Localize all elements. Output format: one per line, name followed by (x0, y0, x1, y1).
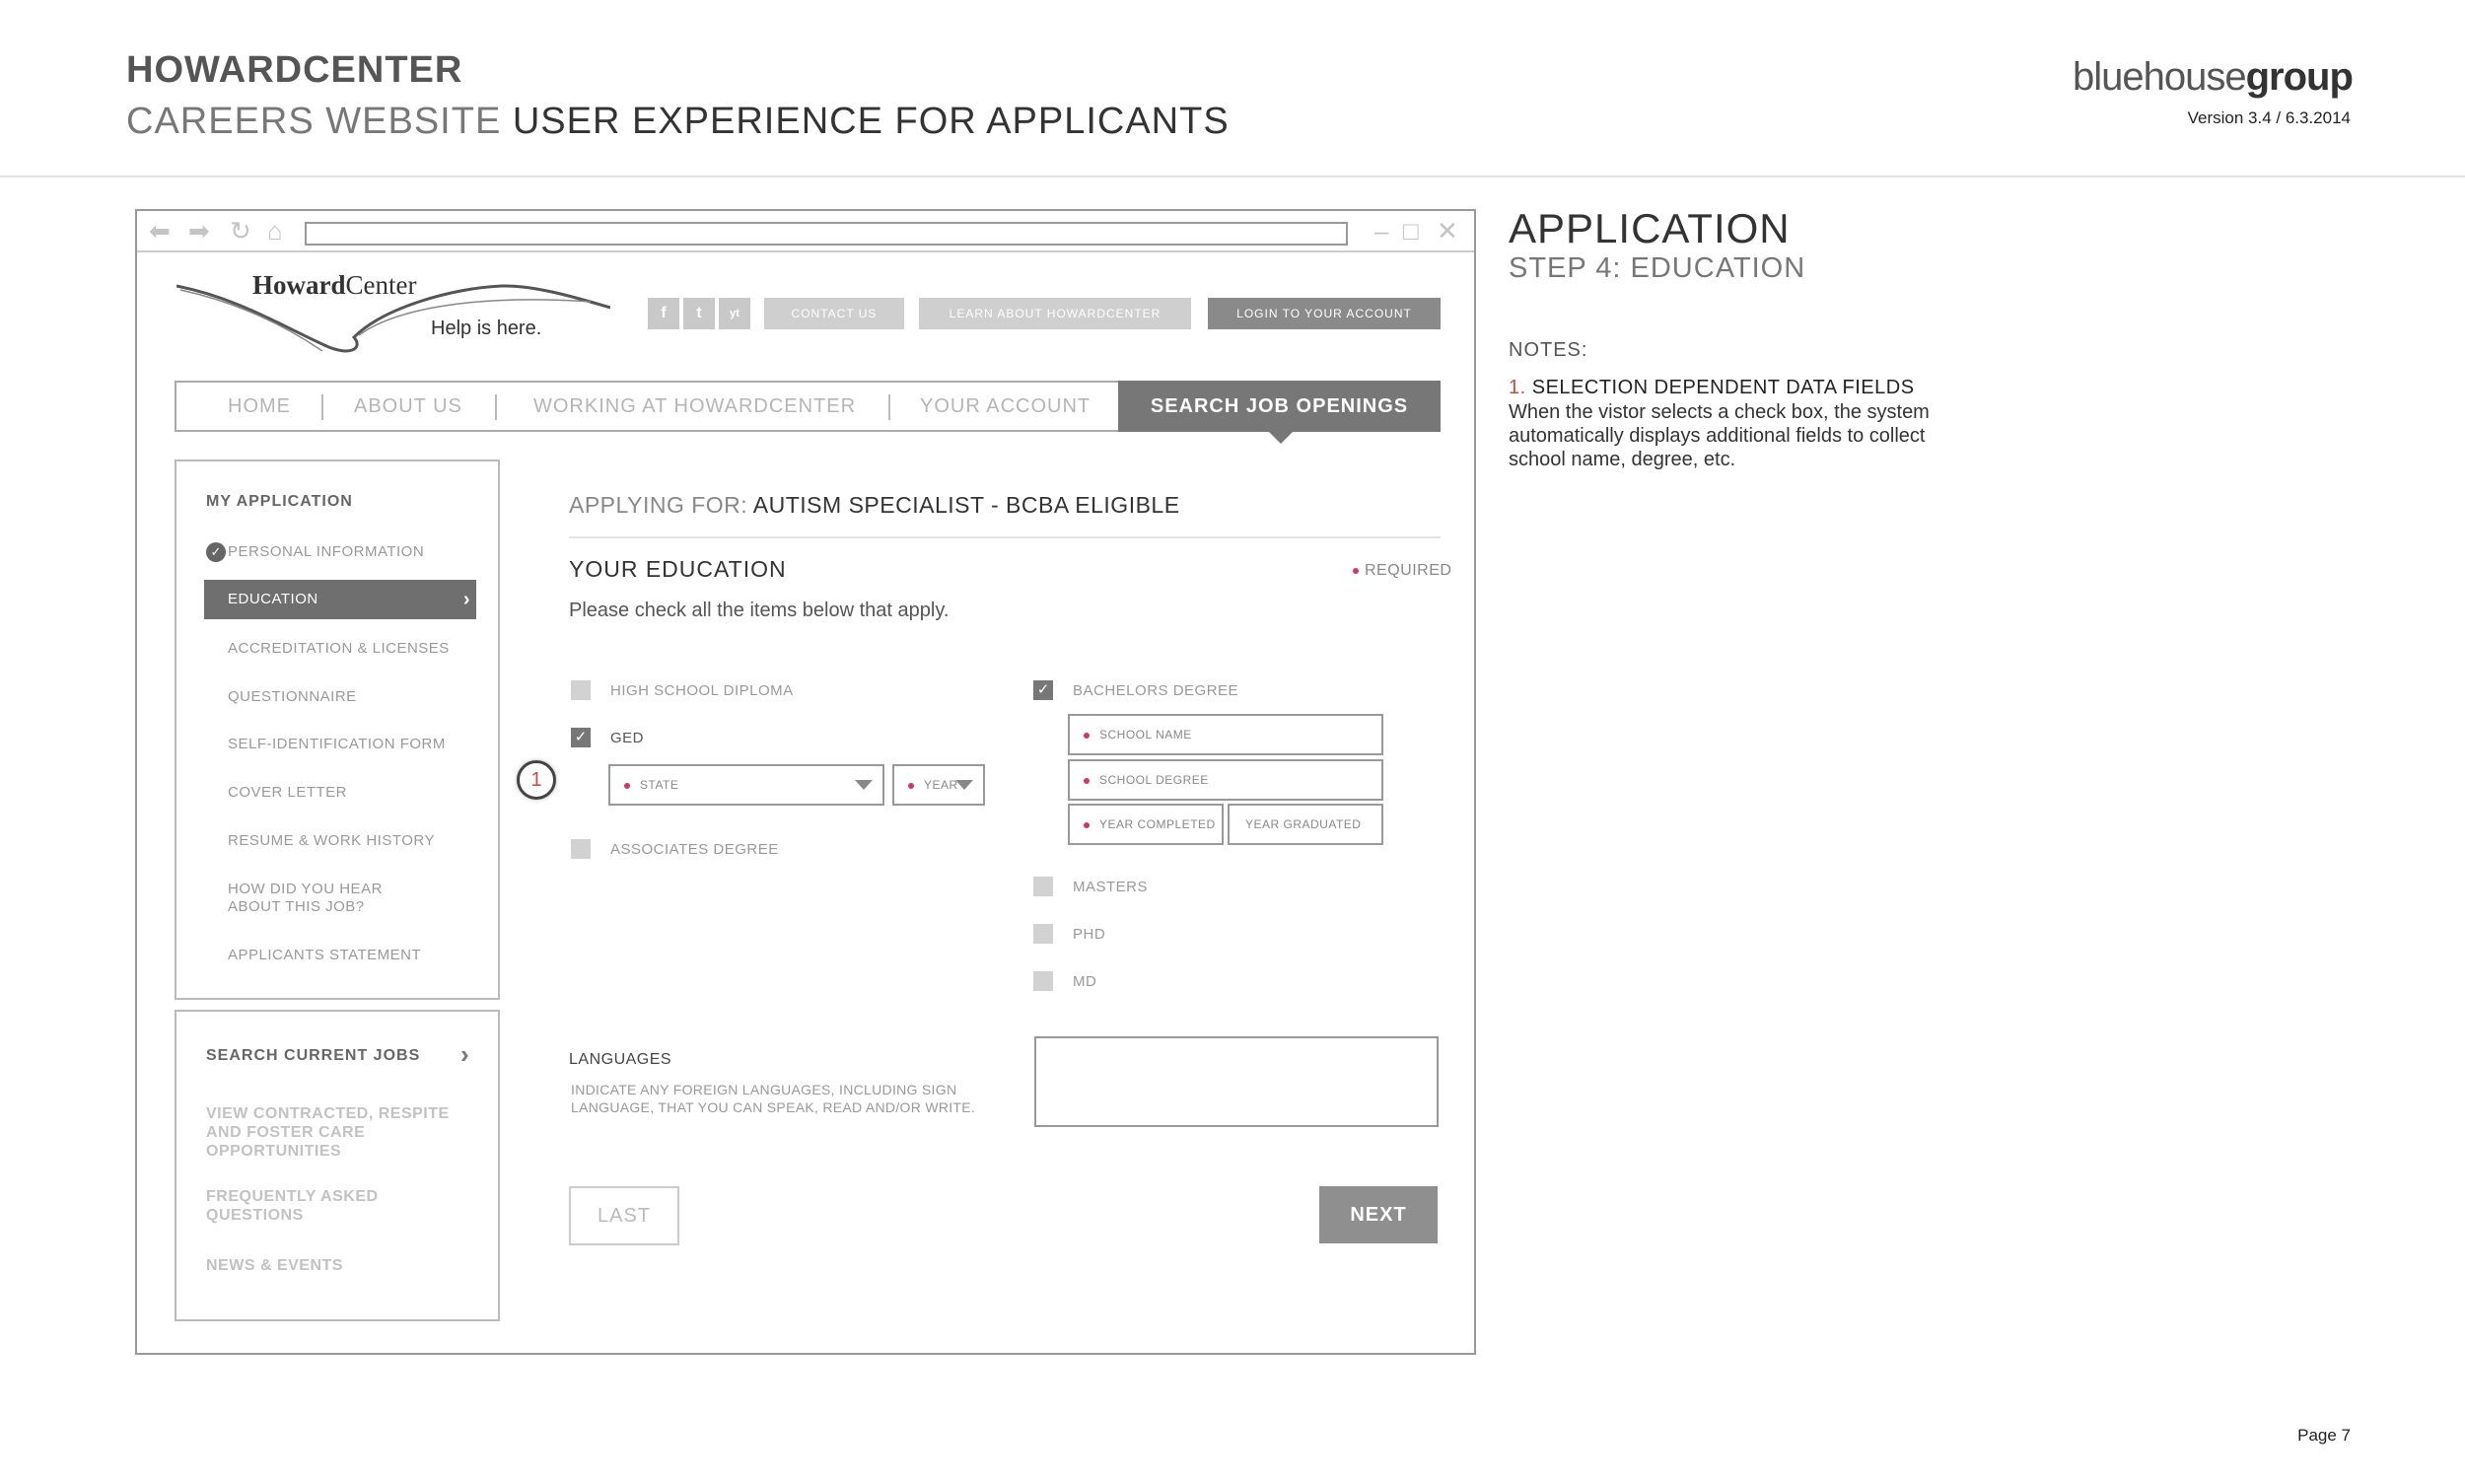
school-degree-placeholder: SCHOOL DEGREE (1099, 773, 1209, 787)
contracted-opportunities-link[interactable]: VIEW CONTRACTED, RESPITE AND FOSTER CARE OPPORTUNITIES (206, 1105, 450, 1160)
nav-active-pointer (1269, 432, 1293, 444)
logo-name-rest: Center (345, 270, 417, 300)
label-ged: GED (610, 730, 645, 746)
applying-for (569, 492, 1180, 519)
search-links-panel (175, 1010, 500, 1321)
label-bachelors: BACHELORS DEGREE (1073, 682, 1239, 699)
year-graduated-placeholder: YEAR GRADUATED (1245, 817, 1362, 831)
step-accreditation[interactable]: ACCREDITATION & LICENSES (228, 640, 450, 657)
main-navigation (175, 381, 1441, 432)
twitter-icon[interactable]: t (683, 298, 715, 329)
next-button[interactable]: NEXT (1319, 1186, 1438, 1243)
subtitle-bold: USER EXPERIENCE FOR APPLICANTS (512, 101, 1230, 142)
nav-separator (888, 394, 890, 420)
logo-tagline: Help is here. (431, 318, 542, 339)
notes-title: APPLICATION (1509, 205, 1791, 251)
agency-logo (2073, 55, 2353, 100)
my-application-heading: MY APPLICATION (206, 493, 353, 510)
search-current-jobs-link[interactable]: SEARCH CURRENT JOBS (206, 1047, 421, 1064)
state-placeholder: STATE (640, 778, 679, 792)
brand-bold: group (2245, 55, 2353, 99)
note-body: When the vistor selects a check box, the system automatically displays additional fields to collect school name, degree, etc. (1509, 401, 1930, 470)
ged-year-select[interactable] (892, 764, 985, 806)
label-high-school: HIGH SCHOOL DIPLOMA (610, 682, 794, 699)
ged-state-select[interactable] (608, 764, 884, 806)
step-education[interactable] (204, 580, 476, 619)
contact-us-button[interactable]: CONTACT US (764, 298, 904, 329)
step-education-label: EDUCATION (228, 591, 318, 607)
logo-wordmark[interactable] (252, 270, 416, 301)
note-number: 1. (1509, 377, 1526, 398)
nav-home[interactable]: HOME (228, 395, 291, 417)
browser-toolbar (137, 211, 1474, 252)
label-associates: ASSOCIATES DEGREE (610, 841, 779, 858)
version-label: Version 3.4 / 6.3.2014 (2187, 108, 2351, 127)
nav-search-job-openings[interactable]: SEARCH JOB OPENINGS (1118, 381, 1441, 432)
checkbox-md[interactable] (1033, 971, 1053, 991)
step-cover-letter[interactable]: COVER LETTER (228, 784, 348, 801)
check-circle-icon: ✓ (206, 542, 226, 562)
required-dot-icon (1084, 778, 1090, 784)
callout-marker: 1 (517, 760, 556, 800)
required-legend (1353, 562, 1451, 580)
required-dot-icon (908, 783, 914, 789)
back-arrow-icon[interactable]: ⬅ (149, 216, 171, 246)
youtube-icon[interactable]: yt (719, 298, 750, 329)
content-divider (569, 536, 1441, 538)
step-how-did-you-hear[interactable]: HOW DID YOU HEAR ABOUT THIS JOB? (228, 881, 383, 915)
job-title: AUTISM SPECIALIST - BCBA ELIGIBLE (752, 492, 1180, 518)
notes-step: STEP 4: EDUCATION (1509, 252, 1806, 284)
checkbox-associates[interactable] (571, 839, 591, 859)
required-dot-icon (1084, 733, 1090, 739)
nav-working-at[interactable]: WORKING AT HOWARDCENTER (533, 395, 857, 417)
address-bar[interactable] (305, 222, 1348, 246)
school-name-input[interactable] (1068, 714, 1383, 755)
step-applicants-statement[interactable]: APPLICANTS STATEMENT (228, 947, 422, 963)
label-phd: PHD (1073, 926, 1106, 943)
notes-label: NOTES: (1509, 339, 1588, 361)
maximize-icon[interactable]: □ (1403, 216, 1419, 246)
checkbox-bachelors[interactable]: ✓ (1033, 680, 1053, 700)
forward-arrow-icon[interactable]: ➡ (188, 216, 210, 246)
nav-about-us[interactable]: ABOUT US (354, 395, 462, 417)
faq-link[interactable]: FREQUENTLY ASKED QUESTIONS (206, 1188, 379, 1224)
required-dot-icon (1084, 822, 1090, 828)
logo-name-bold: Howard (252, 270, 346, 300)
required-label: REQUIRED (1365, 562, 1452, 579)
step-self-identification[interactable]: SELF-IDENTIFICATION FORM (228, 736, 446, 752)
dropdown-arrow-icon (855, 780, 873, 790)
languages-textarea[interactable] (1034, 1036, 1439, 1127)
facebook-icon[interactable]: f (648, 298, 679, 329)
chevron-right-icon: › (460, 1039, 470, 1069)
step-questionnaire[interactable]: QUESTIONNAIRE (228, 688, 357, 705)
news-events-link[interactable]: NEWS & EVENTS (206, 1257, 343, 1274)
section-title: YOUR EDUCATION (569, 556, 787, 582)
application-steps-panel (175, 459, 500, 1000)
nav-separator (321, 394, 323, 420)
year-placeholder: YEAR (924, 778, 958, 792)
minimize-icon[interactable]: – (1374, 216, 1389, 246)
brand-light: bluehouse (2073, 55, 2246, 99)
checkbox-phd[interactable] (1033, 924, 1053, 944)
step-resume[interactable]: RESUME & WORK HISTORY (228, 832, 435, 849)
school-name-placeholder: SCHOOL NAME (1099, 728, 1192, 742)
applying-label: APPLYING FOR: (569, 492, 753, 518)
checkbox-ged[interactable]: ✓ (571, 728, 591, 747)
nav-your-account[interactable]: YOUR ACCOUNT (920, 395, 1092, 417)
home-icon[interactable]: ⌂ (267, 216, 283, 246)
browser-window (135, 209, 1476, 1355)
refresh-icon[interactable]: ↻ (230, 216, 251, 246)
nav-separator (495, 394, 497, 420)
languages-description: INDICATE ANY FOREIGN LANGUAGES, INCLUDING SIGN LANGUAGE, THAT YOU CAN SPEAK, READ AND/OR WRITE. (571, 1082, 976, 1115)
year-completed-placeholder: YEAR COMPLETED (1099, 817, 1216, 831)
close-icon[interactable]: ✕ (1437, 216, 1458, 246)
label-masters: MASTERS (1073, 879, 1149, 895)
checkbox-masters[interactable] (1033, 877, 1053, 896)
languages-title: LANGUAGES (569, 1051, 672, 1068)
page-number: Page 7 (2297, 1426, 2351, 1445)
required-dot-icon (624, 783, 630, 789)
note-heading (1509, 377, 1915, 399)
note-title: SELECTION DEPENDENT DATA FIELDS (1531, 377, 1915, 398)
document-subtitle (126, 101, 1230, 143)
required-dot-icon (1353, 568, 1359, 574)
document-title: HOWARDCENTER (126, 49, 463, 91)
step-personal-information[interactable]: PERSONAL INFORMATION (228, 543, 425, 560)
last-button[interactable]: LAST (569, 1186, 679, 1245)
chevron-right-icon: › (462, 589, 470, 610)
login-button[interactable]: LOGIN TO YOUR ACCOUNT (1208, 298, 1441, 329)
subtitle-light: CAREERS WEBSITE (126, 101, 513, 142)
year-graduated-input[interactable] (1228, 804, 1383, 845)
checkbox-high-school[interactable] (571, 680, 591, 700)
year-completed-input[interactable] (1068, 804, 1224, 845)
school-degree-input[interactable] (1068, 759, 1383, 801)
learn-about-button[interactable]: LEARN ABOUT HOWARDCENTER (919, 298, 1191, 329)
dropdown-arrow-icon (955, 780, 973, 790)
header-divider (0, 176, 2465, 177)
label-md: MD (1073, 973, 1097, 990)
instructions: Please check all the items below that apply. (569, 600, 950, 621)
